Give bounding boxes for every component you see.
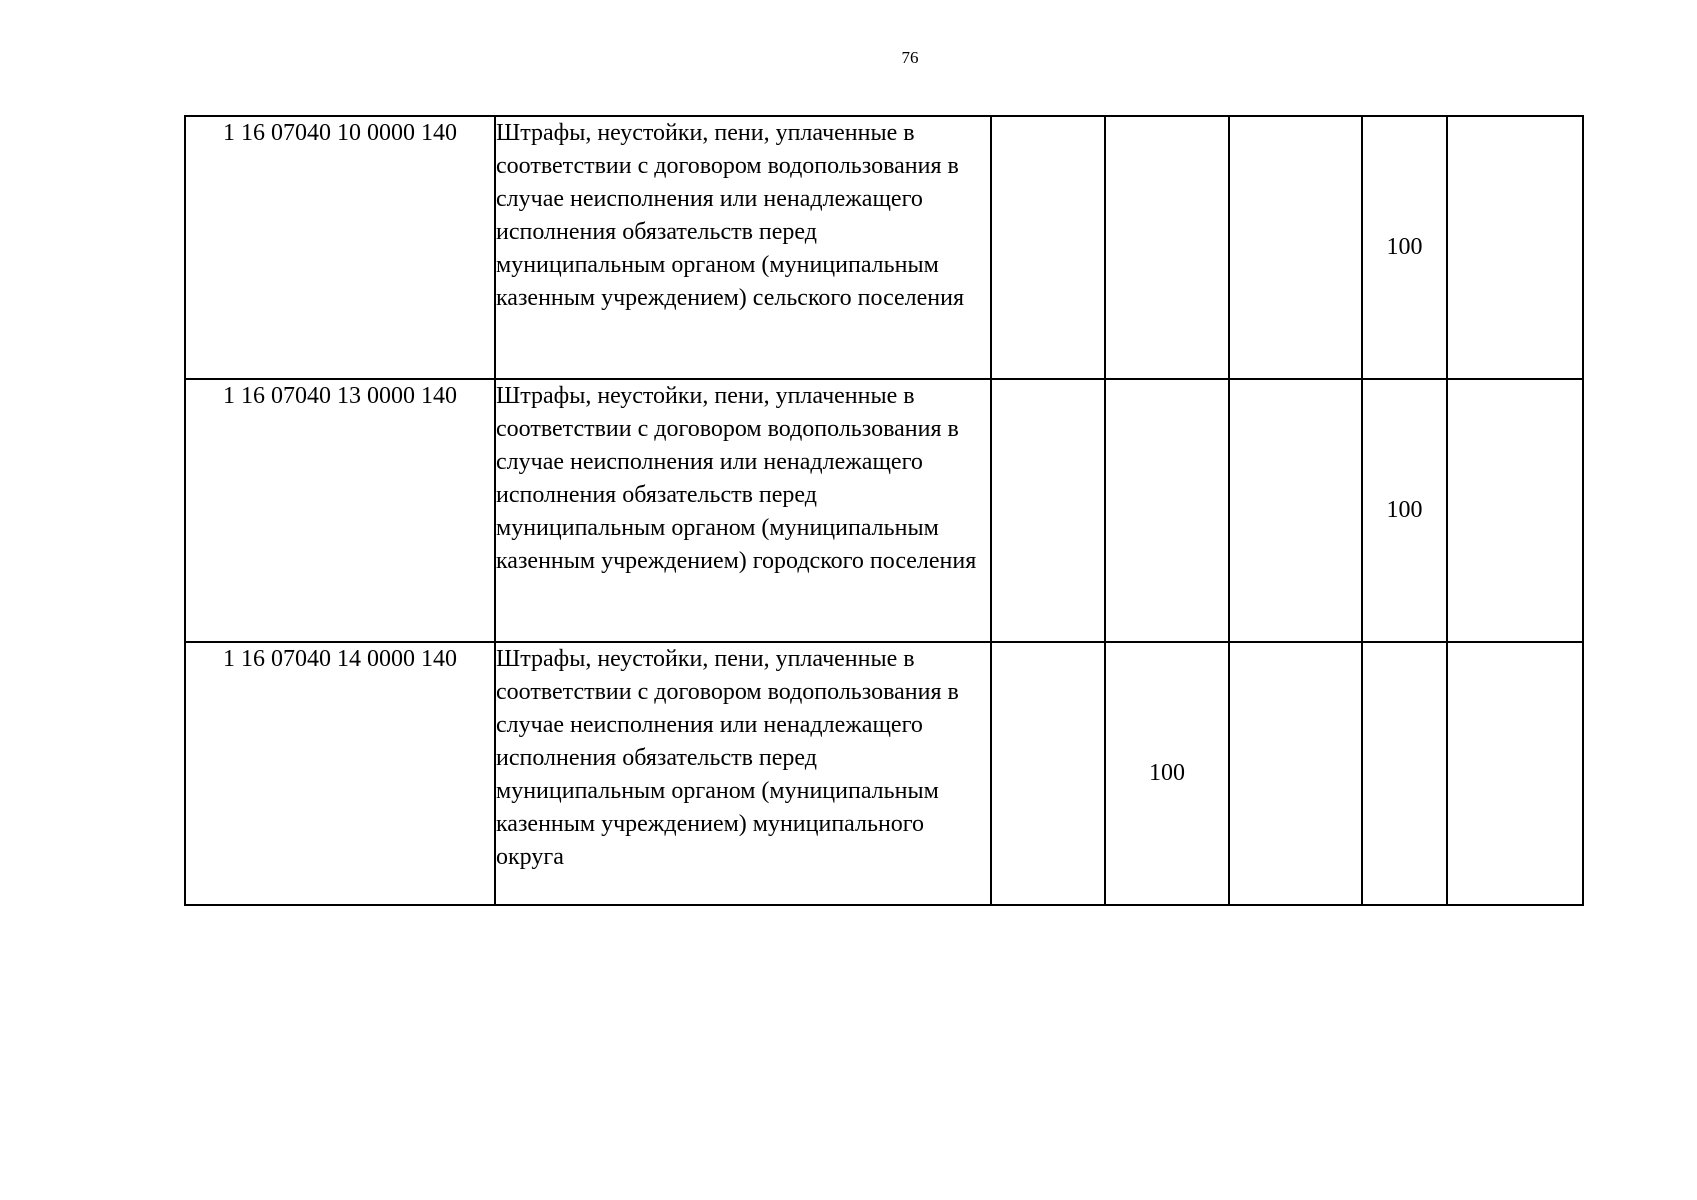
value-cell: 100	[1362, 116, 1447, 379]
value-cell	[991, 642, 1105, 905]
value-cell	[1447, 116, 1583, 379]
table-row	[185, 116, 1583, 379]
revenue-name-cell: Штрафы, неустойки, пени, уплаченные в соответствии с договором водопользования в случае неисполнения или ненадлежащего исполнения обязательств перед муниципальным органом (муниципальным казенным учреждением) городского поселения	[495, 379, 991, 642]
value-cell	[991, 116, 1105, 379]
value-cell	[991, 379, 1105, 642]
value-cell	[1362, 642, 1447, 905]
revenue-code-cell: 1 16 07040 14 0000 140	[185, 642, 495, 905]
value-cell: 100	[1362, 379, 1447, 642]
value-cell	[1229, 642, 1362, 905]
value-cell	[1105, 116, 1229, 379]
value-cell	[1229, 379, 1362, 642]
revenue-name-cell: Штрафы, неустойки, пени, уплаченные в соответствии с договором водопользования в случае неисполнения или ненадлежащего исполнения обязательств перед муниципальным органом (муниципальным казенным учреждением) сельского поселения	[495, 116, 991, 379]
value-cell	[1105, 379, 1229, 642]
revenue-code-cell: 1 16 07040 13 0000 140	[185, 379, 495, 642]
value-cell	[1447, 642, 1583, 905]
revenue-code-cell: 1 16 07040 10 0000 140	[185, 116, 495, 379]
page-number: 76	[901, 48, 919, 67]
revenue-name-cell: Штрафы, неустойки, пени, уплаченные в соответствии с договором водопользования в случае неисполнения или ненадлежащего исполнения обязательств перед муниципальным органом (муниципальным казенным учреждением) муниципального округа	[495, 642, 991, 905]
revenue-table	[184, 115, 1584, 906]
table-row	[185, 379, 1583, 642]
value-cell	[1229, 116, 1362, 379]
value-cell: 100	[1105, 642, 1229, 905]
table-row	[185, 642, 1583, 905]
value-cell	[1447, 379, 1583, 642]
